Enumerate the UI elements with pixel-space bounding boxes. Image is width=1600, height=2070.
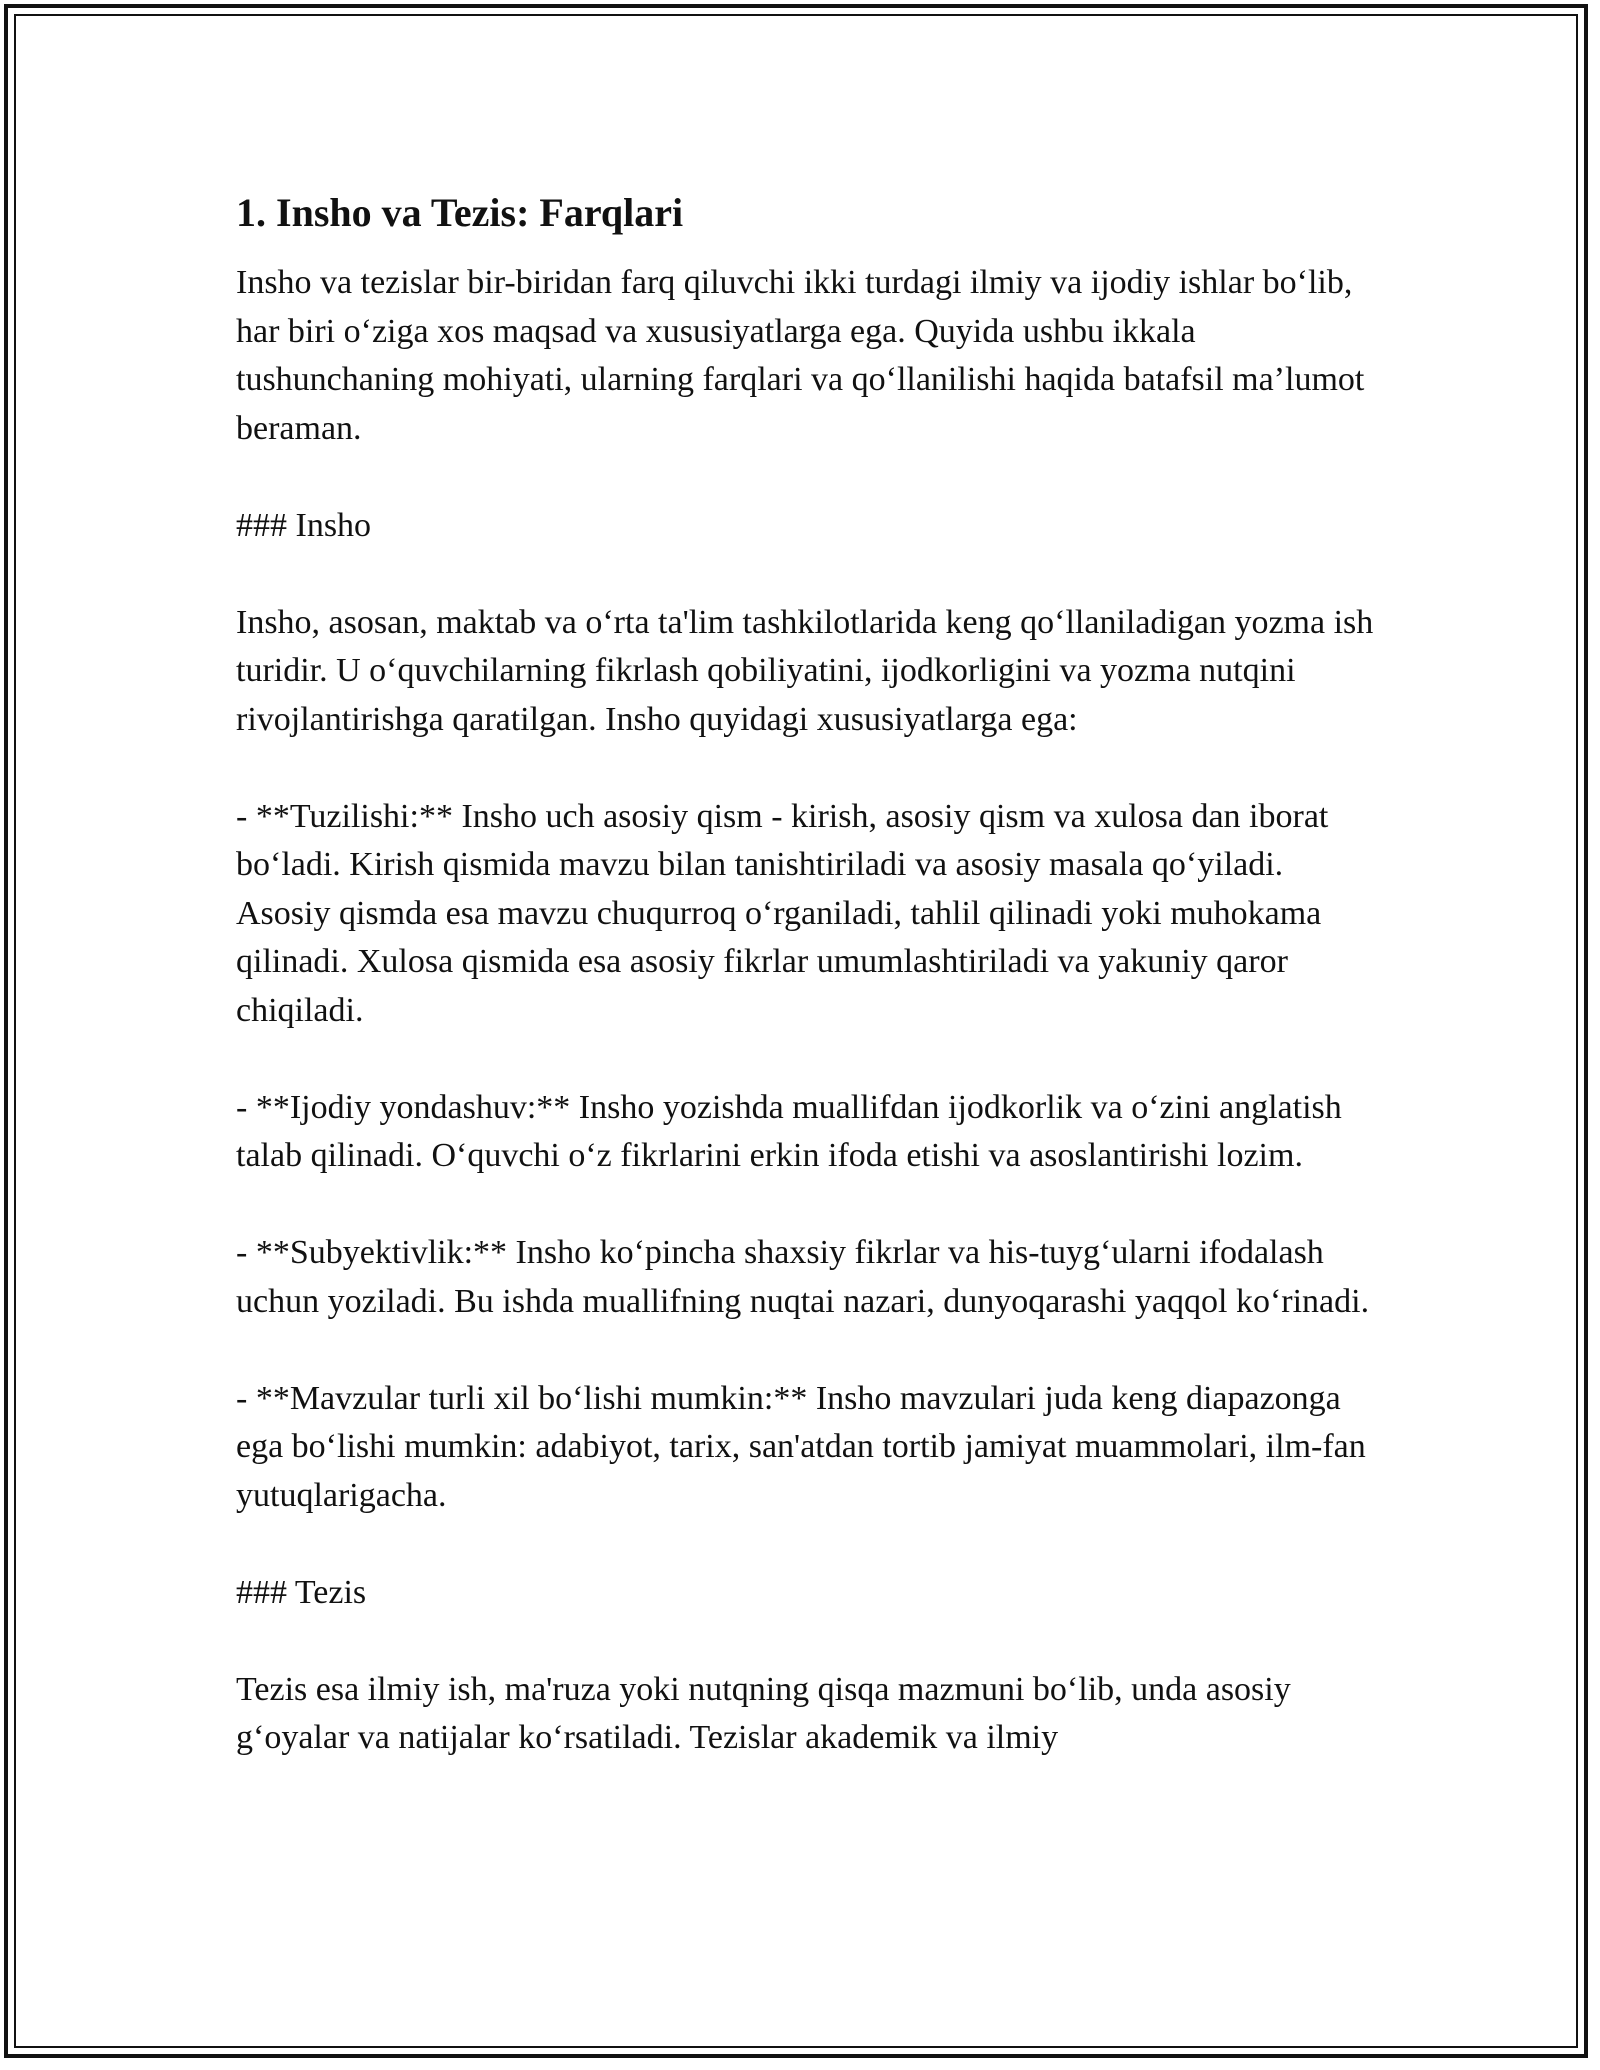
paragraph-insho-intro: Insho, asosan, maktab va o‘rta ta'lim tashkilotlarida keng qo‘llaniladigan yozma ish turidir. U o‘quvchilarning fikrlash qobiliyatini, ijodkorligini va yozma nutqini rivojlantirishga qaratilgan. Insho quyidagi xususiyatlarga ega:: [236, 603, 1374, 738]
list-item-ijodiy-yondashuv: - **Ijodiy yondashuv:** Insho yozishda muallifdan ijodkorlik va o‘zini anglatish talab qilinadi. O‘quvchi o‘z fikrlarini erkin ifoda etishi va asoslantirishi lozim.: [236, 1088, 1342, 1174]
list-item-tuzilishi: - **Tuzilishi:** Insho uch asosiy qism - kirish, asosiy qism va xulosa dan iborat bo‘ladi. Kirish qismida mavzu bilan tanishtiriladi va asosiy masala qo‘yiladi. Asosiy qismda esa mavzu chuqurroq o‘rganiladi, tahlil qilinadi yoki muhokama qilinadi. Xulosa qismida esa asosiy fikrlar umumlashtiriladi va yakuniy qaror chiqiladi.: [236, 797, 1329, 1029]
paragraph-tezis-intro: Tezis esa ilmiy ish, ma'ruza yoki nutqning qisqa mazmuni bo‘lib, unda asosiy g‘oyalar va natijalar ko‘rsatiladi. Tezislar akademik va ilmiy: [236, 1670, 1291, 1756]
document-body: [236, 187, 1376, 1811]
list-item-mavzular: - **Mavzular turli xil bo‘lishi mumkin:** Insho mavzulari juda keng diapazonga ega bo‘lishi mumkin: adabiyot, tarix, san'atdan tortib jamiyat muammolari, ilm-fan yutuqlarigacha.: [236, 1379, 1366, 1514]
heading-tezis: ### Tezis: [236, 1573, 367, 1611]
paragraph-intro: Insho va tezislar bir-biridan farq qiluvchi ikki turdagi ilmiy va ijodiy ishlar bo‘lib, har biri o‘ziga xos maqsad va xususiyatlarga ega. Quyida ushbu ikkala tushunchaning mohiyati, ularning farqlari va qo‘llanilishi haqida batafsil ma’lumot beraman.: [236, 264, 1365, 447]
list-item-subyektivlik: - **Subyektivlik:** Insho ko‘pincha shaxsiy fikrlar va his-tuyg‘ularni ifodalash uchun yoziladi. Bu ishda muallifning nuqtai nazari, dunyoqarashi yaqqol ko‘rinadi.: [236, 1234, 1370, 1320]
heading-insho: ### Insho: [236, 506, 372, 544]
document-title: 1. Insho va Tezis: Farqlari: [236, 190, 684, 235]
